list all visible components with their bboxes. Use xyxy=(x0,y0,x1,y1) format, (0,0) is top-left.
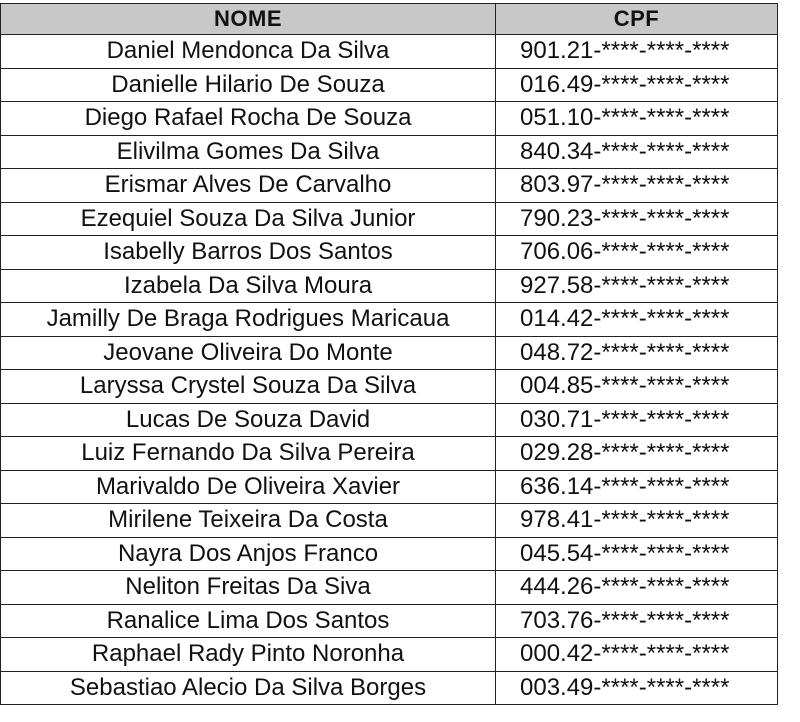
table-row xyxy=(1,68,778,102)
column-header-nome: NOME xyxy=(1,4,496,35)
cell-cpf: 048.72-****-****-**** xyxy=(496,336,778,370)
table-row xyxy=(1,102,778,136)
cell-nome: Nayra Dos Anjos Franco xyxy=(1,537,496,571)
table-header-row xyxy=(1,4,778,35)
cell-nome: Laryssa Crystel Souza Da Silva xyxy=(1,370,496,404)
table-row xyxy=(1,403,778,437)
table-row xyxy=(1,537,778,571)
cell-cpf: 703.76-****-****-**** xyxy=(496,604,778,638)
cell-nome: Raphael Rady Pinto Noronha xyxy=(1,638,496,672)
cell-nome: Neliton Freitas Da Siva xyxy=(1,571,496,605)
cell-cpf: 927.58-****-****-**** xyxy=(496,269,778,303)
table-row xyxy=(1,370,778,404)
table-row xyxy=(1,35,778,69)
cell-nome: Jeovane Oliveira Do Monte xyxy=(1,336,496,370)
cell-cpf: 978.41-****-****-**** xyxy=(496,504,778,538)
table-row xyxy=(1,236,778,270)
cell-cpf: 004.85-****-****-**** xyxy=(496,370,778,404)
table-row xyxy=(1,303,778,337)
cell-nome: Isabelly Barros Dos Santos xyxy=(1,236,496,270)
cell-nome: Jamilly De Braga Rodrigues Maricaua xyxy=(1,303,496,337)
cell-nome: Danielle Hilario De Souza xyxy=(1,68,496,102)
names-cpf-table xyxy=(0,3,778,705)
cell-nome: Izabela Da Silva Moura xyxy=(1,269,496,303)
cell-cpf: 051.10-****-****-**** xyxy=(496,102,778,136)
cell-nome: Luiz Fernando Da Silva Pereira xyxy=(1,437,496,471)
table-row xyxy=(1,169,778,203)
cell-nome: Ezequiel Souza Da Silva Junior xyxy=(1,202,496,236)
table-row xyxy=(1,671,778,705)
cell-cpf: 016.49-****-****-**** xyxy=(496,68,778,102)
table-body xyxy=(1,35,778,705)
table-row xyxy=(1,604,778,638)
table-row xyxy=(1,571,778,605)
cell-cpf: 030.71-****-****-**** xyxy=(496,403,778,437)
cell-cpf: 444.26-****-****-**** xyxy=(496,571,778,605)
cell-nome: Daniel Mendonca Da Silva xyxy=(1,35,496,69)
column-header-cpf: CPF xyxy=(496,4,778,35)
cell-cpf: 045.54-****-****-**** xyxy=(496,537,778,571)
cell-cpf: 901.21-****-****-**** xyxy=(496,35,778,69)
cell-nome: Ranalice Lima Dos Santos xyxy=(1,604,496,638)
cell-nome: Sebastiao Alecio Da Silva Borges xyxy=(1,671,496,705)
cell-nome: Erismar Alves De Carvalho xyxy=(1,169,496,203)
table-row xyxy=(1,202,778,236)
table-row xyxy=(1,470,778,504)
cell-cpf: 014.42-****-****-**** xyxy=(496,303,778,337)
cell-cpf: 803.97-****-****-**** xyxy=(496,169,778,203)
cell-nome: Mirilene Teixeira Da Costa xyxy=(1,504,496,538)
cell-nome: Elivilma Gomes Da Silva xyxy=(1,135,496,169)
table-row xyxy=(1,336,778,370)
cell-cpf: 840.34-****-****-**** xyxy=(496,135,778,169)
cell-cpf: 706.06-****-****-**** xyxy=(496,236,778,270)
table-row xyxy=(1,269,778,303)
cell-cpf: 000.42-****-****-**** xyxy=(496,638,778,672)
cell-cpf: 003.49-****-****-**** xyxy=(496,671,778,705)
table-row xyxy=(1,135,778,169)
cell-cpf: 636.14-****-****-**** xyxy=(496,470,778,504)
cell-nome: Lucas De Souza David xyxy=(1,403,496,437)
table-row xyxy=(1,504,778,538)
table-row xyxy=(1,437,778,471)
table-row xyxy=(1,638,778,672)
cell-nome: Marivaldo De Oliveira Xavier xyxy=(1,470,496,504)
cell-nome: Diego Rafael Rocha De Souza xyxy=(1,102,496,136)
cell-cpf: 029.28-****-****-**** xyxy=(496,437,778,471)
cell-cpf: 790.23-****-****-**** xyxy=(496,202,778,236)
